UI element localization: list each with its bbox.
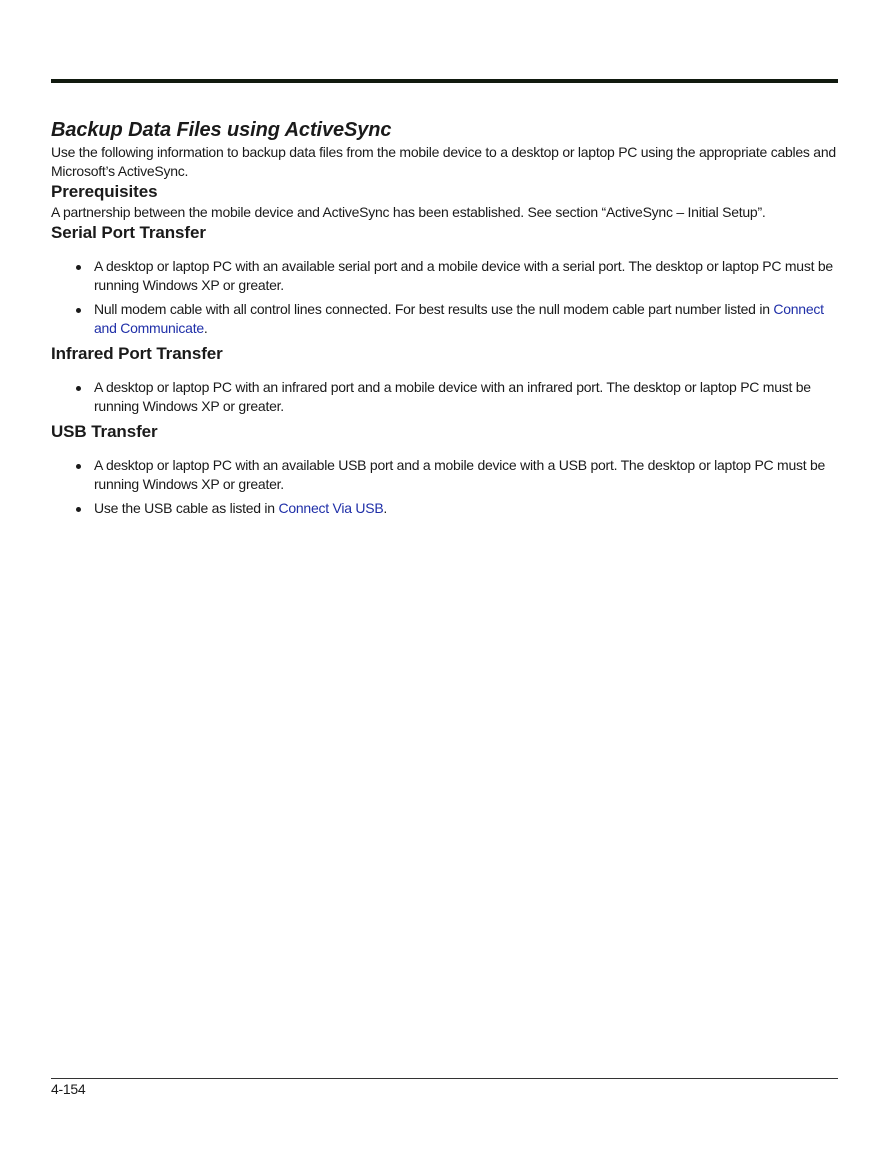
- prerequisites-heading: Prerequisites: [51, 182, 158, 201]
- usb-transfer-list: [51, 456, 838, 518]
- list-item-text: Use the USB cable as listed in: [94, 500, 279, 516]
- list-item: [51, 456, 838, 494]
- prerequisites-paragraph: A partnership between the mobile device and ActiveSync has been established. See section “ActiveSync – Initial Setup”.: [51, 204, 766, 220]
- list-item: [51, 378, 838, 416]
- list-item-text: A desktop or laptop PC with an available serial port and a mobile device with a serial port. The desktop or laptop PC must be running Windows XP or greater.: [94, 258, 833, 293]
- infrared-port-list: [51, 378, 838, 416]
- connect-and-communicate-link[interactable]: Connect and Communicate: [94, 301, 824, 336]
- bullet-icon: [76, 386, 81, 391]
- bullet-icon: [76, 507, 81, 512]
- connect-via-usb-link[interactable]: Connect Via USB: [278, 500, 384, 516]
- page-content: [51, 117, 838, 523]
- bullet-icon: [76, 308, 81, 313]
- list-item-text: A desktop or laptop PC with an available USB port and a mobile device with a USB port. The desktop or laptop PC must be running Windows XP or greater.: [94, 457, 826, 492]
- serial-port-heading: Serial Port Transfer: [51, 223, 206, 242]
- page-title: Backup Data Files using ActiveSync: [51, 119, 392, 141]
- bullet-icon: [76, 265, 81, 270]
- header-rule: [51, 79, 838, 83]
- footer-rule: [51, 1078, 838, 1079]
- usb-transfer-heading: USB Transfer: [51, 422, 158, 441]
- list-item: [51, 300, 838, 338]
- list-item: [51, 257, 838, 295]
- list-item: [51, 499, 838, 518]
- bullet-icon: [76, 464, 81, 469]
- serial-port-list: [51, 257, 838, 338]
- list-item-text: A desktop or laptop PC with an infrared port and a mobile device with an infrared port. The desktop or laptop PC must be running Windows XP or greater.: [94, 379, 811, 414]
- list-item-suffix: .: [203, 320, 208, 336]
- list-item-suffix: .: [383, 500, 388, 516]
- page-number: 4-154: [51, 1081, 86, 1097]
- infrared-port-heading: Infrared Port Transfer: [51, 344, 223, 363]
- intro-paragraph: Use the following information to backup data files from the mobile device to a desktop or laptop PC using the appropriate cables and Microsoft’s ActiveSync.: [51, 144, 836, 179]
- list-item-text: Null modem cable with all control lines connected. For best results use the null modem cable part number listed in: [94, 301, 774, 317]
